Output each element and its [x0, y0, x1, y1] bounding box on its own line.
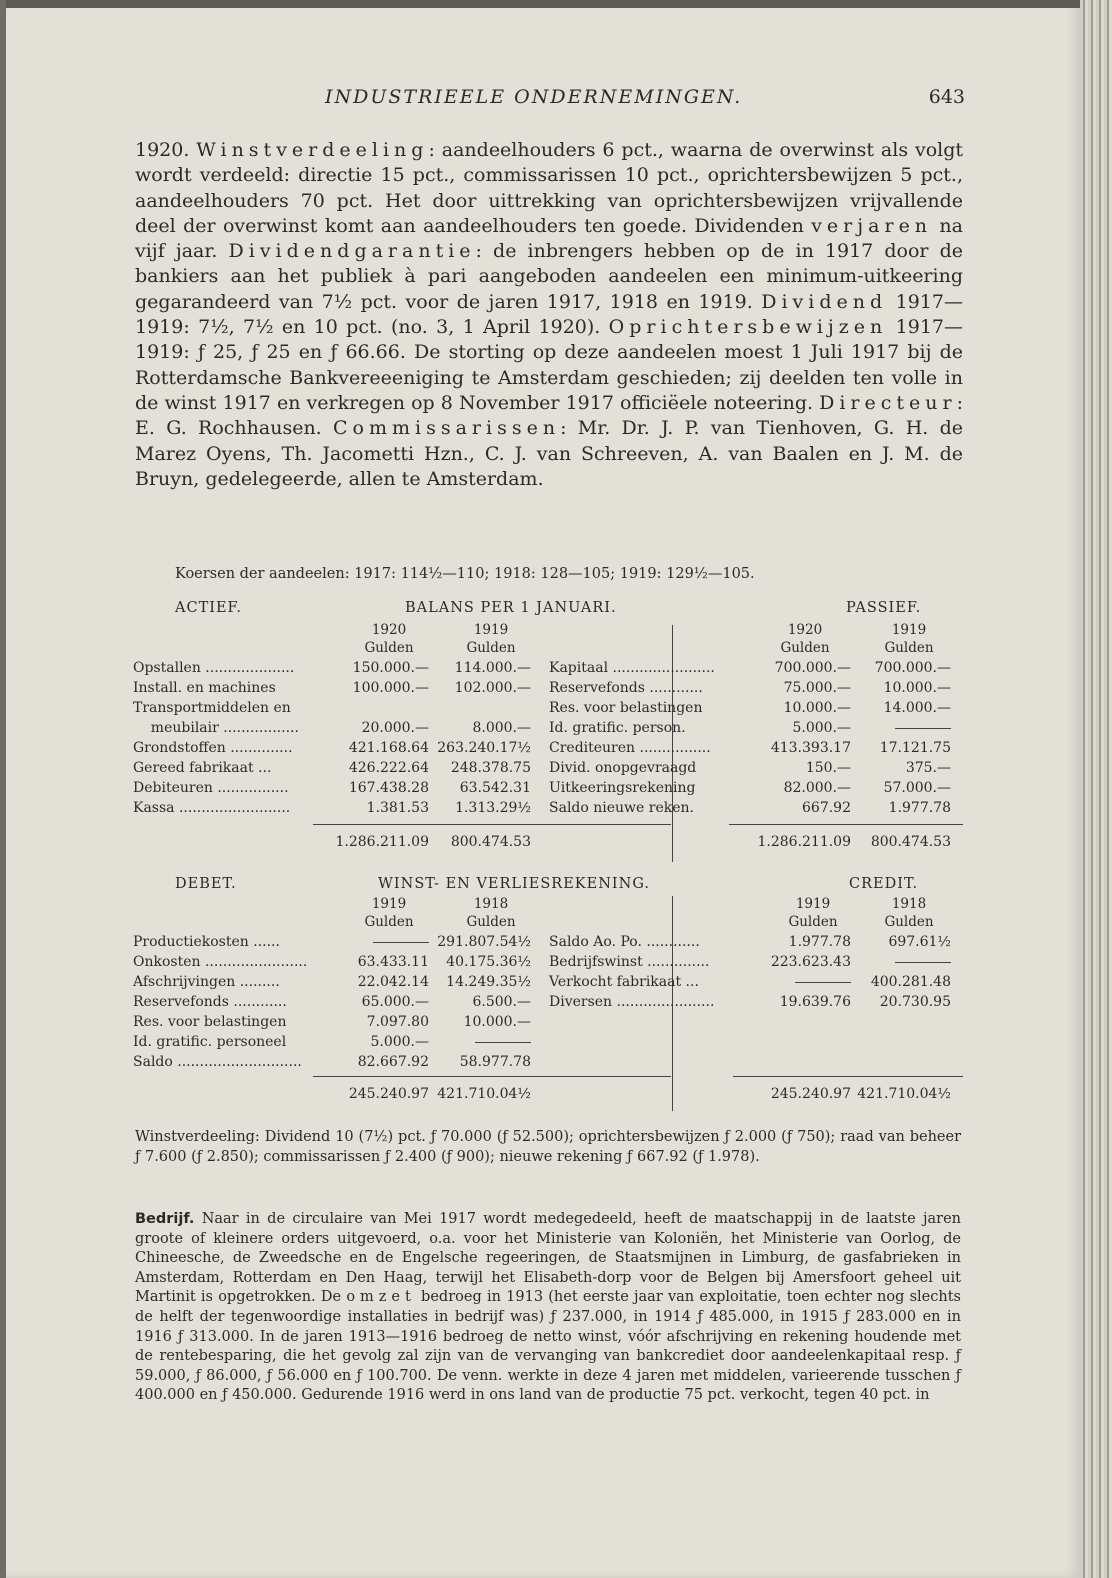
total-rule — [733, 1076, 963, 1077]
row-label: Transportmiddelen en — [133, 700, 291, 716]
col-unit: Gulden — [364, 640, 414, 656]
scan-top-border — [0, 0, 1080, 8]
amount: 413.393.17 — [770, 740, 851, 756]
amount: 667.92 — [802, 800, 851, 816]
table-row — [133, 718, 963, 738]
balance-sheet — [133, 600, 963, 862]
amount: 65.000.— — [361, 994, 429, 1010]
amount: 1.381.53 — [366, 800, 429, 816]
amount: 150.— — [805, 760, 851, 776]
table-row — [133, 658, 963, 678]
col-year: 1919 — [795, 896, 831, 912]
scan-left-border — [0, 0, 6, 1578]
spaced-emphasis: omzet — [346, 1289, 416, 1306]
table-row — [133, 972, 963, 992]
spaced-emphasis: Dividend — [761, 290, 888, 313]
row-label: Reservefonds ............ — [133, 994, 287, 1010]
table-row — [133, 758, 963, 778]
amount: 63.433.11 — [357, 954, 429, 970]
amount: 82.000.— — [783, 780, 851, 796]
row-label: Saldo nieuwe reken. — [549, 800, 694, 816]
amount: 20.730.95 — [879, 994, 951, 1010]
row-label: Afschrijvingen ......... — [133, 974, 280, 990]
text-run: Naar in de circulaire van Mei 1917 wordt medegedeeld, heeft de maatschappij in de laatste jaren groote of kleinere orders uitgevoerd, o.a. voor het Ministerie van Koloniën, het Ministerie van Oorlog, de Chineesche, de Zweedsche en de Engelsche regeeringen, de Staatsmijnen in Limburg, de gasfabrieken in Amsterdam, Rotterdam en Den Haag, terwijl het Elisabeth-dorp voor de Belgen bij Amersfoort geheel uit Martinit is opgetrokken. De — [135, 1211, 961, 1306]
col-unit: Gulden — [364, 914, 414, 930]
amount: 14.249.35½ — [446, 974, 531, 990]
amount: 263.240.17½ — [437, 740, 531, 756]
amount: 245.240.97 — [770, 1086, 851, 1102]
table-row — [133, 778, 963, 798]
col-unit: Gulden — [884, 640, 934, 656]
amount: 20.000.— — [361, 720, 429, 736]
text-run: : E. G. Rochhausen. — [135, 391, 963, 440]
amount: 167.438.28 — [348, 780, 429, 796]
page-header — [135, 86, 965, 116]
col-year: 1918 — [891, 896, 927, 912]
total-rule — [729, 824, 963, 825]
col-year: 1918 — [473, 896, 509, 912]
amount: 5.000.— — [792, 720, 851, 736]
row-label: Kassa ......................... — [133, 800, 291, 816]
amount: 150.000.— — [352, 660, 429, 676]
spaced-emphasis: Dividendgarantie — [228, 240, 476, 263]
row-label: Grondstoffen .............. — [133, 740, 293, 756]
amount: 63.542.31 — [459, 780, 531, 796]
spaced-emphasis: verjaren — [811, 214, 933, 237]
table-row — [133, 678, 963, 698]
amount: 1.313.29½ — [455, 800, 531, 816]
amount: 1.977.78 — [888, 800, 951, 816]
table-row — [133, 1084, 963, 1104]
amount: 10.000.— — [883, 680, 951, 696]
col-unit: Gulden — [780, 640, 830, 656]
text-run: 1920. — [135, 139, 197, 161]
amount: 8.000.— — [472, 720, 531, 736]
row-label: Res. voor belastingen — [549, 700, 703, 716]
amount — [751, 972, 851, 992]
amount: 400.281.48 — [870, 974, 951, 990]
col-unit: Gulden — [788, 914, 838, 930]
amount: 10.000.— — [783, 700, 851, 716]
row-label: Res. voor belastingen — [133, 1014, 287, 1030]
amount: 82.667.92 — [357, 1054, 429, 1070]
table-row — [133, 1052, 963, 1072]
amount: 5.000.— — [370, 1034, 429, 1050]
business-paragraph — [135, 1210, 961, 1406]
row-label: Install. en machines — [133, 680, 276, 696]
row-label: Uitkeeringsrekening — [549, 780, 696, 796]
amount: 100.000.— — [352, 680, 429, 696]
page-stack-edge — [1080, 0, 1112, 1578]
row-label: Id. gratific. personeel — [133, 1034, 287, 1050]
debet-caption: DEBET. — [175, 876, 237, 892]
amount: 426.222.64 — [348, 760, 429, 776]
row-label: Diversen ...................... — [549, 994, 715, 1010]
col-year: 1919 — [473, 622, 509, 638]
row-label: Opstallen .................... — [133, 660, 295, 676]
amount: 10.000.— — [463, 1014, 531, 1030]
amount: 17.121.75 — [879, 740, 951, 756]
amount: 245.240.97 — [348, 1086, 429, 1102]
amount: 700.000.— — [774, 660, 851, 676]
row-label: Divid. onopgevraagd — [549, 760, 697, 776]
amount: 6.500.— — [472, 994, 531, 1010]
row-label: Saldo ............................ — [133, 1054, 302, 1070]
table-row — [133, 832, 963, 852]
spaced-emphasis: Commissarissen — [333, 417, 561, 440]
text-run: na vijf jaar. — [135, 214, 963, 263]
text-run: bedroeg in 1913 (het eerste jaar van exploitatie, toen echter nog slechts de helft der tegenwoordige installaties in bedrijf was) ƒ 237.000, in 1914 ƒ 485.000, in 1915 ƒ 283.000 en in 1916 ƒ 313.000. In de jaren 1913—1916 bedroeg de netto winst, vóór afschrijving en rekening houdende met de rentebesparing, die het gevolg zal zijn van de vervanging van bankcrediet door aandeelenkapitaal resp. ƒ 59.000, ƒ 86.000, ƒ 56.000 en ƒ 100.700. De venn. werkte in deze 4 jaren met middelen, varieerende tusschen ƒ 400.000 en ƒ 450.000. Gedurende 1916 werd in ons land van de productie 75 pct. verkocht, tegen 40 pct. in — [135, 1289, 961, 1404]
col-year: 1919 — [371, 896, 407, 912]
amount: 40.175.36½ — [446, 954, 531, 970]
row-label: Debiteuren ................ — [133, 780, 289, 796]
row-label: Verkocht fabrikaat ... — [549, 974, 699, 990]
table-row — [133, 738, 963, 758]
table-row — [133, 798, 963, 818]
amount: 114.000.— — [454, 660, 531, 676]
company-description — [135, 138, 963, 492]
table-row — [133, 1032, 963, 1052]
amount: 421.168.64 — [348, 740, 429, 756]
running-title: INDUSTRIEELE ONDERNEMINGEN. — [325, 86, 743, 108]
profit-loss-account — [133, 876, 963, 1111]
amount: 421.710.04½ — [857, 1086, 951, 1102]
row-label: Kapitaal ....................... — [549, 660, 715, 676]
row-label: Gereed fabrikaat ... — [133, 760, 272, 776]
row-label: Crediteuren ................ — [549, 740, 711, 756]
row-label: meubilair ................. — [133, 720, 299, 736]
profit-loss-title: WINST- EN VERLIESREKENING. — [378, 876, 650, 892]
amount — [851, 952, 951, 972]
balance-title: BALANS PER 1 JANUARI. — [405, 600, 617, 616]
amount — [431, 1032, 531, 1052]
amount: 800.474.53 — [870, 834, 951, 850]
row-label: Id. gratific. person. — [549, 720, 686, 736]
bedrijf-lead: Bedrijf. — [135, 1211, 195, 1227]
amount: 375.— — [905, 760, 951, 776]
spaced-emphasis: Oprichtersbewijzen — [608, 316, 888, 339]
total-rule — [313, 1076, 671, 1077]
credit-caption: CREDIT. — [849, 876, 919, 892]
spaced-emphasis: Winstverdeeling — [196, 139, 429, 161]
amount: 700.000.— — [874, 660, 951, 676]
amount: 223.623.43 — [770, 954, 851, 970]
text-run: 1917—1919: ƒ 25, ƒ 25 en ƒ 66.66. De storting op deze aandeelen moest 1 Juli 1917 bij de Rotterdamsche Bankvereeeniging te Amsterdam geschieden; zij deelden ten volle in de winst 1917 en verkregen op 8 November 1917 officiëele noteering. — [135, 316, 963, 414]
amount: 291.807.54½ — [437, 934, 531, 950]
amount: 102.000.— — [454, 680, 531, 696]
row-label: Onkosten ....................... — [133, 954, 308, 970]
table-row — [133, 932, 963, 952]
text-run: : aandeelhouders 6 pct., waarna de overwinst als volgt wordt verdeeld: directie 15 pct., commissarissen 10 pct., oprichtersbewijzen 5 pct., aandeelhouders 70 pct. Het door uittrekking van oprichtersbewijzen vrijvallende deel der overwinst komt aan aandeelhouders ten goede. Dividenden — [135, 139, 964, 237]
text-run: 1917—1919: 7½, 7½ en 10 pct. (no. 3, 1 April 1920). — [135, 290, 963, 339]
amount: 22.042.14 — [357, 974, 429, 990]
profit-distribution-note: Winstverdeeling: Dividend 10 (7½) pct. ƒ 70.000 (ƒ 52.500); oprichtersbewijzen ƒ 2.000 (ƒ 750); raad van beheer ƒ 7.600 (ƒ 2.850); commissarissen ƒ 2.400 (ƒ 900); nieuwe rekening ƒ 667.92 (ƒ 1.978). — [135, 1129, 961, 1165]
amount: 19.639.76 — [779, 994, 851, 1010]
amount: 1.286.211.09 — [335, 834, 429, 850]
share-prices: Koersen der aandeelen: 1917: 114½—110; 1918: 128—105; 1919: 129½—105. — [175, 566, 755, 582]
table-row — [133, 952, 963, 972]
col-year: 1920 — [371, 622, 407, 638]
table-row — [133, 698, 963, 718]
amount: 7.097.80 — [366, 1014, 429, 1030]
amount: 75.000.— — [783, 680, 851, 696]
amount — [851, 718, 951, 738]
row-label: Productiekosten ...... — [133, 934, 280, 950]
col-unit: Gulden — [466, 914, 516, 930]
amount: 421.710.04½ — [437, 1086, 531, 1102]
passief-caption: PASSIEF. — [846, 600, 922, 616]
text-run: : Mr. Dr. J. P. van Tienhoven, G. H. de Marez Oyens, Th. Jacometti Hzn., C. J. van Schreeven, A. van Baalen en J. M. de Bruyn, gedelegeerde, allen te Amsterdam. — [135, 417, 964, 490]
amount: 1.286.211.09 — [757, 834, 851, 850]
actief-caption: ACTIEF. — [175, 600, 242, 616]
amount: 800.474.53 — [450, 834, 531, 850]
amount: 248.378.75 — [450, 760, 531, 776]
amount: 58.977.78 — [459, 1054, 531, 1070]
total-rule — [313, 824, 671, 825]
row-label: Reservefonds ............ — [549, 680, 703, 696]
text-run: : de inbrengers hebben op de in 1917 door de bankiers aan het publiek à pari aangeboden aandeelen een minimum-uitkeering gegarandeerd van 7½ pct. voor de jaren 1917, 1918 en 1919. — [135, 240, 963, 313]
table-row — [133, 992, 963, 1012]
table-row — [133, 1012, 963, 1032]
col-year: 1919 — [891, 622, 927, 638]
amount: 1.977.78 — [788, 934, 851, 950]
page-number: 643 — [928, 86, 965, 108]
spaced-emphasis: Directeur — [819, 391, 957, 414]
amount: 14.000.— — [883, 700, 951, 716]
amount: 57.000.— — [883, 780, 951, 796]
col-unit: Gulden — [466, 640, 516, 656]
col-year: 1920 — [787, 622, 823, 638]
amount: 697.61½ — [888, 934, 951, 950]
row-label: Bedrijfswinst .............. — [549, 954, 710, 970]
col-unit: Gulden — [884, 914, 934, 930]
row-label: Saldo Ao. Po. ............ — [549, 934, 700, 950]
